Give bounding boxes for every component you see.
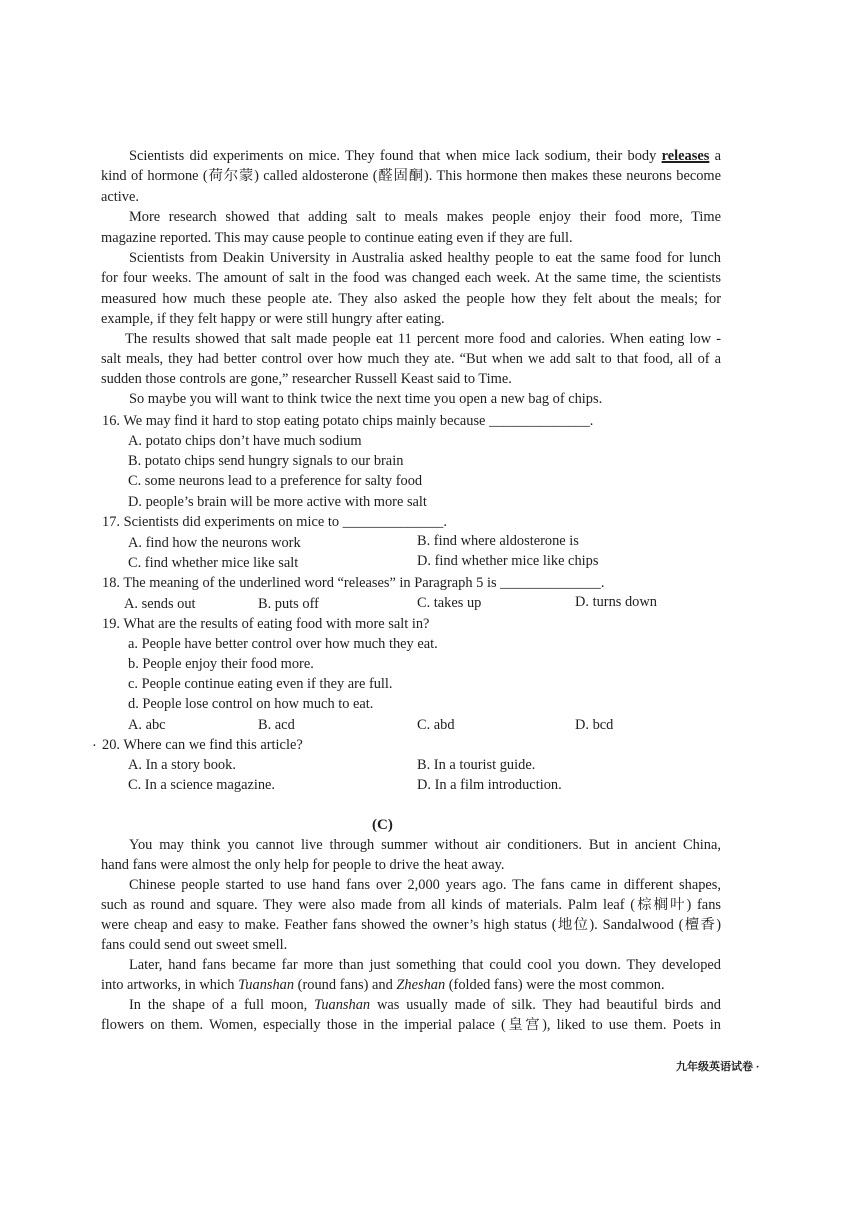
passage-b-p7-line3: measured how much these people ate. They also asked the people how they felt about the meals; for — [101, 291, 721, 307]
italic-term-tuanshan: Tuanshan — [238, 977, 295, 993]
passage-b-p7-line2: for four weeks. The amount of salt in the food was changed each week. At the same time, the scientists — [101, 270, 721, 286]
q19-option-a: A. abc — [128, 717, 166, 733]
q19-statement-b: b. People enjoy their food more. — [128, 656, 314, 672]
passage-b-p5-line2: kind of hormone (荷尔蒙) called aldosterone (醛固酮). This hormone then makes these neurons become — [101, 168, 721, 184]
passage-c-p3-line1: Later, hand fans became far more than just something that could cool you down. They developed — [129, 957, 721, 973]
q18-option-c: C. takes up — [417, 595, 482, 611]
passage-b-p9-line1: So maybe you will want to think twice the next time you open a new bag of chips. — [129, 391, 603, 407]
passage-b-p7-line1: Scientists from Deakin University in Australia asked healthy people to eat the same food for lunch — [129, 250, 721, 266]
q19-option-b: B. acd — [258, 717, 295, 733]
q19-statement-d: d. People lose control on how much to eat. — [128, 696, 374, 712]
passage-c-p3-line2 — [101, 976, 665, 994]
text-segment: In the shape of a full moon, — [129, 997, 315, 1013]
q16-option-a: A. potato chips don’t have much sodium — [128, 433, 362, 449]
q16-option-b: B. potato chips send hungry signals to our brain — [128, 453, 404, 469]
q19-option-c: C. abd — [417, 717, 455, 733]
passage-c-p4-line2: flowers on them. Women, especially those in the imperial palace (皇宫), liked to use them. Poets in — [101, 1017, 721, 1033]
italic-term-tuanshan: Tuanshan — [314, 997, 371, 1013]
q16-stem: 16. We may find it hard to stop eating potato chips mainly because ______________. — [102, 413, 594, 429]
q20-stem: 20. Where can we find this article? — [102, 737, 303, 753]
text-segment: (folded fans) were the most common. — [445, 977, 665, 993]
passage-c-p2-line3: were cheap and easy to make. Feather fans showed the owner’s high status (地位). Sandalwood (檀香) — [101, 917, 721, 933]
q16-option-c: C. some neurons lead to a preference for salty food — [128, 473, 423, 489]
q19-stem: 19. What are the results of eating food with more salt in? — [102, 616, 430, 632]
passage-b-p6-line1: More research showed that adding salt to meals makes people enjoy their food more, Time — [129, 209, 721, 225]
passage-c-p2-line1: Chinese people started to use hand fans over 2,000 years ago. The fans came in different shapes, — [129, 877, 721, 893]
q19-option-d: D. bcd — [575, 717, 614, 733]
passage-c-p1-line2: hand fans were almost the only help for people to drive the heat away. — [101, 857, 505, 873]
q17-option-a: A. find how the neurons work — [128, 535, 301, 551]
passage-b-p5-line3: active. — [101, 189, 139, 205]
text-segment: Scientists did experiments on mice. They found that when mice lack sodium, their body — [129, 148, 662, 164]
q18-stem: 18. The meaning of the underlined word “releases” in Paragraph 5 is ______________. — [102, 575, 605, 591]
q20-marker: · — [92, 738, 97, 754]
text-segment: a — [709, 148, 721, 164]
passage-b-p5-line1 — [129, 147, 721, 165]
q17-option-b: B. find where aldosterone is — [417, 533, 579, 549]
passage-b-p8-line1: The results showed that salt made people eat 11 percent more food and calories. When eating low - — [125, 331, 721, 347]
q17-option-d: D. find whether mice like chips — [417, 553, 599, 569]
q19-statement-a: a. People have better control over how much they eat. — [128, 636, 438, 652]
text-segment: (round fans) and — [294, 977, 397, 993]
q18-option-b: B. puts off — [258, 596, 319, 612]
passage-b-p6-line2: magazine reported. This may cause people to continue eating even if they are full. — [101, 230, 573, 246]
q20-option-b: B. In a tourist guide. — [417, 757, 536, 773]
q19-statement-c: c. People continue eating even if they are full. — [128, 676, 393, 692]
passage-c-p2-line4: fans could send out sweet smell. — [101, 937, 288, 953]
passage-b-p8-line3: sudden those controls are gone,” researcher Russell Keast said to Time. — [101, 371, 512, 387]
q17-stem: 17. Scientists did experiments on mice to ______________. — [102, 514, 447, 530]
q20-option-d: D. In a film introduction. — [417, 777, 562, 793]
q17-option-c: C. find whether mice like salt — [128, 555, 299, 571]
passage-c-p4-line1 — [129, 996, 721, 1014]
q18-option-d: D. turns down — [575, 594, 657, 610]
underlined-word-releases: releases — [661, 148, 710, 164]
italic-term-zheshan: Zheshan — [396, 977, 446, 993]
text-segment: was usually made of silk. They had beautiful birds and — [370, 997, 721, 1013]
passage-c-p2-line2: such as round and square. They were also made from all kinds of materials. Palm leaf (棕榈叶) fans — [101, 897, 721, 913]
q20-option-a: A. In a story book. — [128, 757, 236, 773]
text-segment: into artworks, in which — [101, 977, 239, 993]
passage-b-p8-line2: salt meals, they had better control over how much they ate. “But when we add salt to that food, all of a — [101, 351, 721, 367]
passage-b-p7-line4: example, if they felt happy or were still hungry after eating. — [101, 311, 445, 327]
page-footer-label: 九年级英语试卷 · — [676, 1061, 760, 1073]
q16-option-d: D. people’s brain will be more active with more salt — [128, 494, 427, 510]
q18-option-a: A. sends out — [124, 596, 196, 612]
q20-option-c: C. In a science magazine. — [128, 777, 276, 793]
section-heading-c: (C) — [372, 817, 393, 833]
passage-c-p1-line1: You may think you cannot live through summer without air conditioners. But in ancient China, — [129, 837, 721, 853]
